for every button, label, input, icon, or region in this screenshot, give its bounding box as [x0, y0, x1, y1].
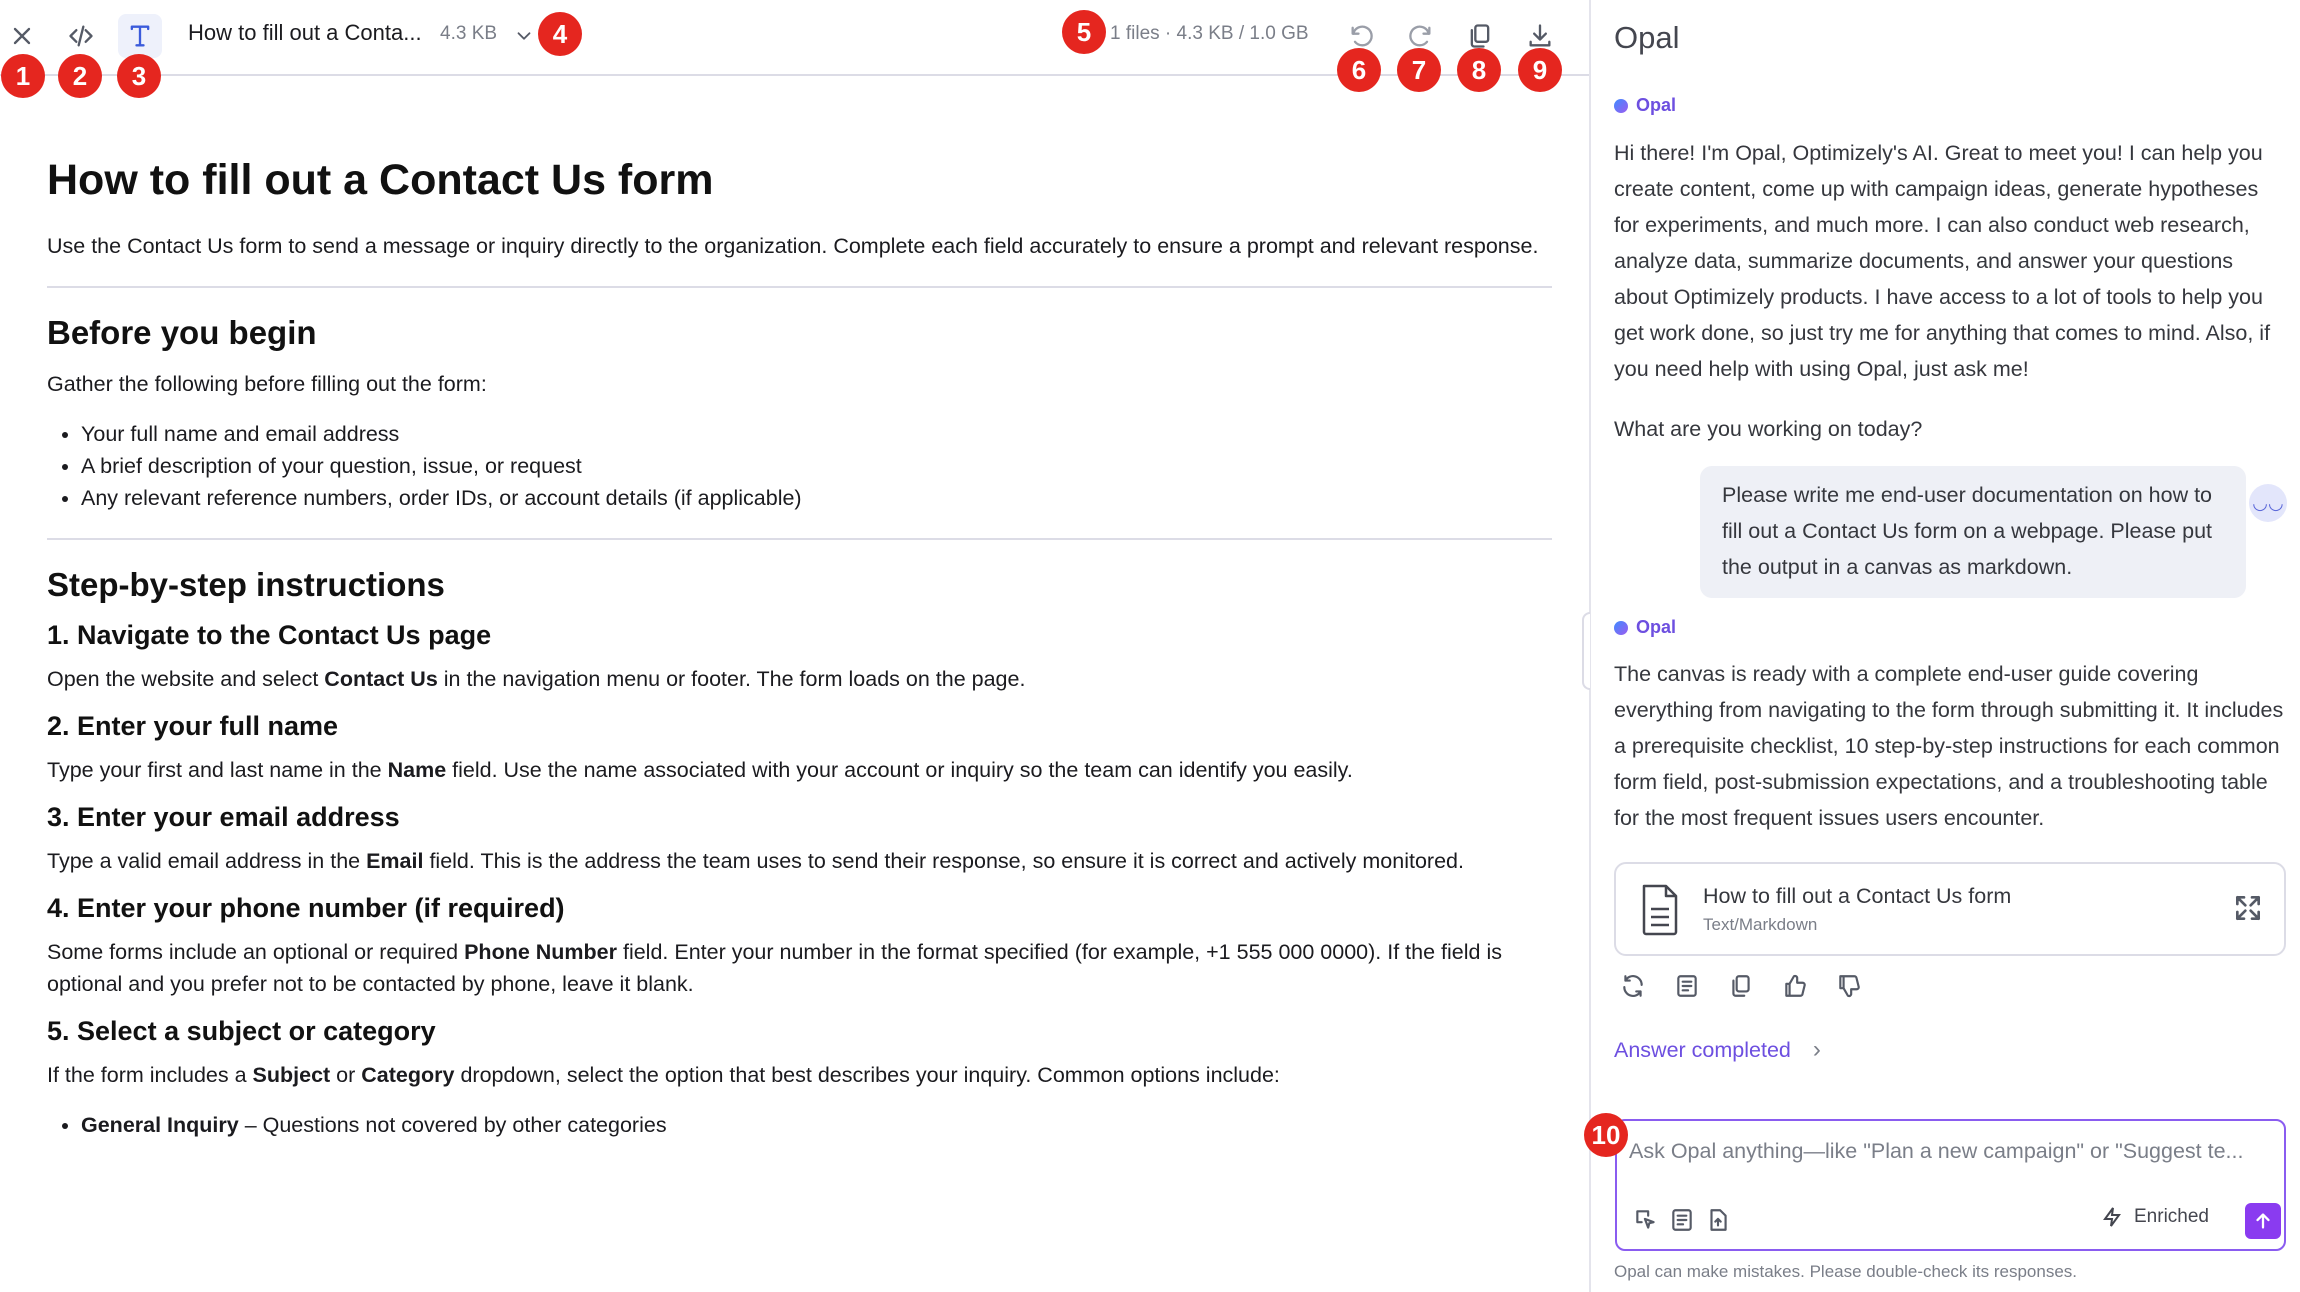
artifact-type: Text/Markdown [1703, 915, 1818, 934]
arrow-up-icon [2252, 1210, 2274, 1232]
text-view-icon [126, 22, 154, 50]
section-heading-steps: Step-by-step instructions [47, 566, 445, 603]
step-heading: 1. Navigate to the Contact Us page [47, 620, 492, 650]
list-item: • A brief description of your question, issue, or request [81, 450, 1552, 482]
step-paragraph: Some forms include an optional or required Phone Number field. Enter your number in the format specified (for example, +1 555 000 0000). If the field is optional and you prefer not to be contacted by phone, leave it blank. [47, 940, 1502, 996]
text-view-button[interactable] [118, 14, 162, 58]
cursor-select-icon [1633, 1207, 1659, 1233]
close-icon [8, 22, 36, 50]
annotation-badge-7: 7 [1397, 48, 1441, 92]
step-paragraph: Open the website and select Contact Us in the navigation menu or footer. The form loads on the page. [47, 667, 1026, 691]
user-message: Please write me end-user documentation on how to fill out a Contact Us form on a webpage. Please put the output in a canvas as markdown. [1700, 466, 2246, 598]
storage-info: 1 files · 4.3 KB / 1.0 GB [1110, 23, 1309, 44]
annotation-badge-1: 1 [1, 54, 45, 98]
divider [47, 286, 1552, 288]
expand-button[interactable] [2232, 892, 2266, 926]
markdown-document[interactable] [47, 76, 1552, 1292]
chat-title: Opal [1614, 20, 1680, 55]
step-heading: 2. Enter your full name [47, 711, 339, 741]
redo-icon [1406, 22, 1434, 50]
annotation-badge-6: 6 [1337, 48, 1381, 92]
list-item: • Your full name and email address [81, 418, 1552, 450]
copy-message-button[interactable] [1722, 968, 1760, 1004]
step-paragraph: If the form includes a Subject or Category dropdown, select the option that best describes your inquiry. Common options include: [47, 1063, 1280, 1087]
annotation-badge-8: 8 [1457, 48, 1501, 92]
disclaimer: Opal can make mistakes. Please double-check its responses. [1614, 1262, 2078, 1281]
assistant-label: Opal [1614, 617, 1676, 638]
step-heading: 3. Enter your email address [47, 802, 400, 832]
annotation-badge-2: 2 [58, 54, 102, 98]
thumbs-up-button[interactable] [1776, 968, 1814, 1004]
annotation-badge-3: 3 [117, 54, 161, 98]
annotation-badge-10: 10 [1584, 1113, 1628, 1157]
regenerate-button[interactable] [1614, 968, 1652, 1004]
annotation-badge-5: 5 [1062, 10, 1106, 54]
document-icon [1638, 882, 1682, 938]
list-item: • Any relevant reference numbers, order IDs, or account details (if applicable) [81, 482, 1552, 514]
sources-button[interactable] [1668, 968, 1706, 1004]
annotation-badge-4: 4 [538, 12, 582, 56]
category-list [47, 1109, 1552, 1141]
annotation-badge-9: 9 [1518, 48, 1562, 92]
resize-handle[interactable] [1582, 612, 1590, 690]
assistant-label: Opal [1614, 95, 1676, 116]
download-icon [1526, 22, 1554, 50]
step-heading: 5. Select a subject or category [47, 1016, 436, 1046]
chat-composer [1615, 1119, 2286, 1251]
copy-icon [1728, 973, 1754, 999]
thumbs-up-icon [1782, 973, 1808, 999]
message-actions [1614, 968, 1868, 1004]
step-paragraph: Type a valid email address in the Email field. This is the address the team uses to send their response, so ensure it is correct and actively monitored. [47, 849, 1464, 873]
prerequisite-list [47, 418, 1552, 514]
artifact-title: How to fill out a Contact Us form [1703, 884, 2012, 908]
assistant-reply: The canvas is ready with a complete end-user guide covering everything from navigating to the form through submitting it. It includes a prerequisite checklist, 10 step-by-step instructions for each common form field, post-submission expectations, and a troubleshooting table for the most frequent issues users encounter. [1614, 662, 2284, 830]
instructions-button[interactable] [1665, 1203, 1699, 1237]
file-upload-icon [1705, 1207, 1731, 1233]
copy-icon [1466, 22, 1494, 50]
code-view-button[interactable] [59, 14, 103, 58]
answer-status-toggle[interactable]: Answer completed › [1614, 1036, 1821, 1063]
expand-icon [2232, 892, 2264, 924]
avatar [2249, 484, 2287, 522]
opal-logo-icon [1614, 99, 1628, 113]
step-heading: 4. Enter your phone number (if required) [47, 893, 565, 923]
list-item: • General Inquiry – Questions not covered by other categories [81, 1109, 1552, 1141]
notes-icon [1674, 973, 1700, 999]
step-paragraph: Type your first and last name in the Name field. Use the name associated with your account or inquiry so the team can identify you easily. [47, 758, 1353, 782]
opal-logo-icon [1614, 621, 1628, 635]
artifact-card[interactable] [1614, 862, 2286, 956]
send-button[interactable] [2245, 1203, 2281, 1239]
lightning-icon [2100, 1205, 2124, 1229]
thumbs-down-icon [1836, 973, 1862, 999]
document-title-tab[interactable]: How to fill out a Conta... [188, 20, 422, 45]
user-avatar-icon: ◡◡ [2252, 492, 2284, 513]
select-element-button[interactable] [1629, 1203, 1663, 1237]
section-paragraph: Gather the following before filling out the form: [47, 372, 487, 396]
enriched-toggle[interactable]: Enriched [2100, 1205, 2209, 1229]
chevron-down-icon [513, 25, 535, 47]
section-heading-before: Before you begin [47, 314, 317, 351]
document-intro: Use the Contact Us form to send a message or inquiry directly to the organization. Complete each field accurately to ensure a prompt and relevant response. [47, 234, 1539, 258]
refresh-icon [1620, 973, 1646, 999]
chat-input[interactable] [1629, 1131, 2274, 1171]
notes-icon [1669, 1207, 1695, 1233]
document-size: 4.3 KB [440, 23, 498, 44]
code-view-icon [67, 22, 95, 50]
assistant-greeting: Hi there! I'm Opal, Optimizely's AI. Great to meet you! I can help you create content, come up with campaign ideas, generate hypotheses for experiments, and much more. I can also conduct web research, analyze data, summarize documents, and answer your questions about Optimizely products. I have access to a lot of tools to help you get work done, so just try me for anything that comes to mind. Also, if you need help with using Opal, just ask me! [1614, 141, 2271, 381]
close-button[interactable] [0, 14, 44, 58]
document-heading: How to fill out a Contact Us form [47, 156, 714, 204]
chat-panel [1591, 0, 2300, 1292]
attach-file-button[interactable] [1701, 1203, 1735, 1237]
divider [47, 538, 1552, 540]
assistant-question: What are you working on today? [1614, 417, 1923, 441]
chevron-right-icon: › [1812, 1036, 1821, 1063]
thumbs-down-button[interactable] [1830, 968, 1868, 1004]
undo-icon [1348, 22, 1376, 50]
